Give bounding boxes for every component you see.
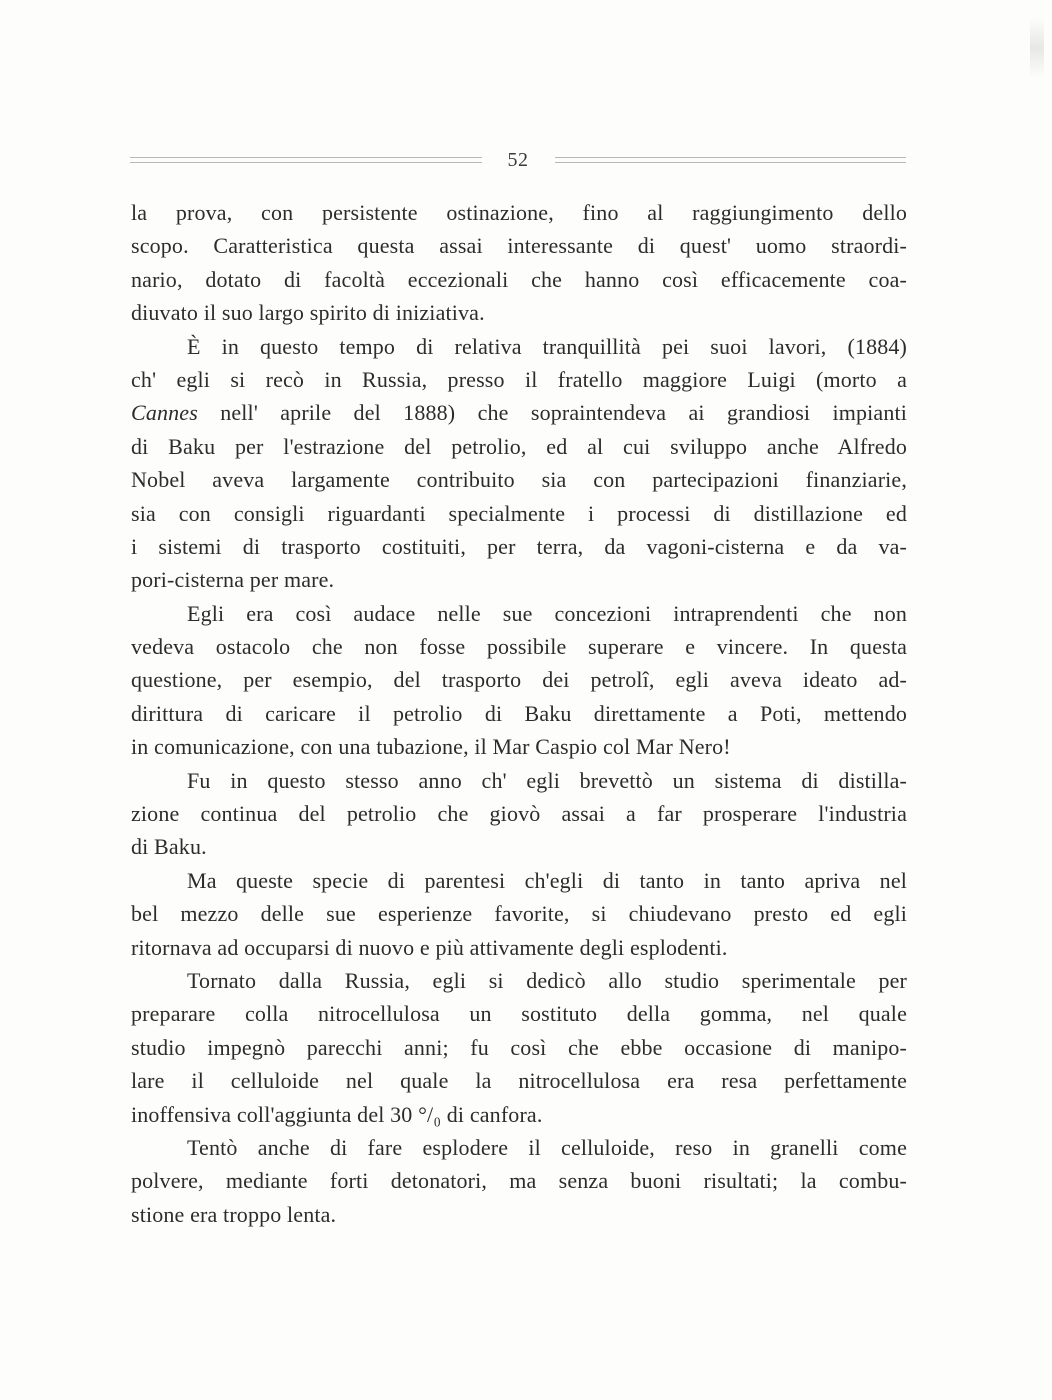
text-line: bel mezzo delle sue esperienze favorite, si chiudevano presto ed egli [131,901,907,927]
header-rule-right [555,157,907,163]
text-line-with-italic [131,396,907,429]
text-line: polvere, mediante forti detonatori, ma senza buoni risultati; la combu- [131,1168,907,1194]
paragraph-5 [131,864,907,964]
paragraph-4 [131,764,907,864]
text-line: Egli era così audace nelle sue concezioni intraprendenti che non [187,600,907,626]
text-line-rest: nell' aprile del 1888) che sopraintendeva ai grandiosi impianti [220,400,908,426]
header-rule-left [130,157,482,163]
text-line: diuvato il suo largo spirito di iniziativa. [131,300,485,326]
paragraph-3 [131,597,907,764]
text-line: in comunicazione, con una tubazione, il Mar Caspio col Mar Nero! [131,734,731,760]
text-line: lare il celluloide nel quale la nitrocellulosa era resa perfettamente [131,1068,907,1094]
text-line: Fu in questo stesso anno ch' egli brevettò un sistema di distilla- [187,767,907,793]
paragraph-6 [131,964,907,1131]
italic-place-name: Cannes [131,400,198,426]
text-line: questione, per esempio, del trasporto dei petrolî, egli aveva ideato ad- [131,667,907,693]
text-line: nario, dotato di facoltà eccezionali che hanno così efficacemente coa- [131,266,907,292]
text-line: Tentò anche di fare esplodere il celluloide, reso in granelli come [187,1134,907,1160]
text-line: È in questo tempo di relativa tranquillità pei suoi lavori, (1884) [187,333,907,359]
text-line: dirittura di caricare il petrolio di Baku direttamente a Poti, mettendo [131,700,907,726]
text-line: la prova, con persistente ostinazione, fino al raggiungimento dello [131,200,907,225]
text-line: di Baku per l'estrazione del petrolio, ed al cui sviluppo anche Alfredo [131,433,907,459]
text-line: zione continua del petrolio che giovò assai a far prosperare l'industria [131,801,907,827]
text-line: preparare colla nitrocellulosa un sostituto della gomma, nel quale [131,1001,907,1027]
body-text [131,196,907,1231]
page-edge-mark [1030,18,1044,78]
text-line: vedeva ostacolo che non fosse possibile superare e vincere. In questa [131,634,907,660]
text-line: pori-cisterna per mare. [131,567,335,593]
text-line: Tornato dalla Russia, egli si dedicò allo studio sperimentale per [187,967,907,993]
text-line: ritornava ad occuparsi di nuovo e più attivamente degli esplodenti. [131,934,728,960]
paragraph-2 [131,330,907,597]
paragraph-7 [131,1131,907,1231]
text-line: ch' egli si recò in Russia, presso il fratello maggiore Luigi (morto a [131,366,907,392]
text-line: stione era troppo lenta. [131,1201,337,1227]
text-line: sia con consigli riguardanti specialmente i processi di distillazione ed [131,500,907,526]
text-line: scopo. Caratteristica questa assai interessante di quest' uomo straordi- [131,233,907,259]
running-head [130,146,906,174]
page-number: 52 [507,148,529,171]
text-line: inoffensiva coll'aggiunta del 30 °/₀ di canfora. [131,1101,543,1127]
text-line: studio impegnò parecchi anni; fu così che ebbe occasione di manipo- [131,1034,907,1060]
text-line: i sistemi di trasporto costituiti, per terra, da vagoni-cisterna e da va- [131,533,907,559]
paragraph-1 [131,196,907,330]
text-line: di Baku. [131,834,207,860]
text-line: Nobel aveva largamente contribuito sia con partecipazioni finanziarie, [131,467,907,493]
text-line: Ma queste specie di parentesi ch'egli di tanto in tanto apriva nel [187,867,907,893]
